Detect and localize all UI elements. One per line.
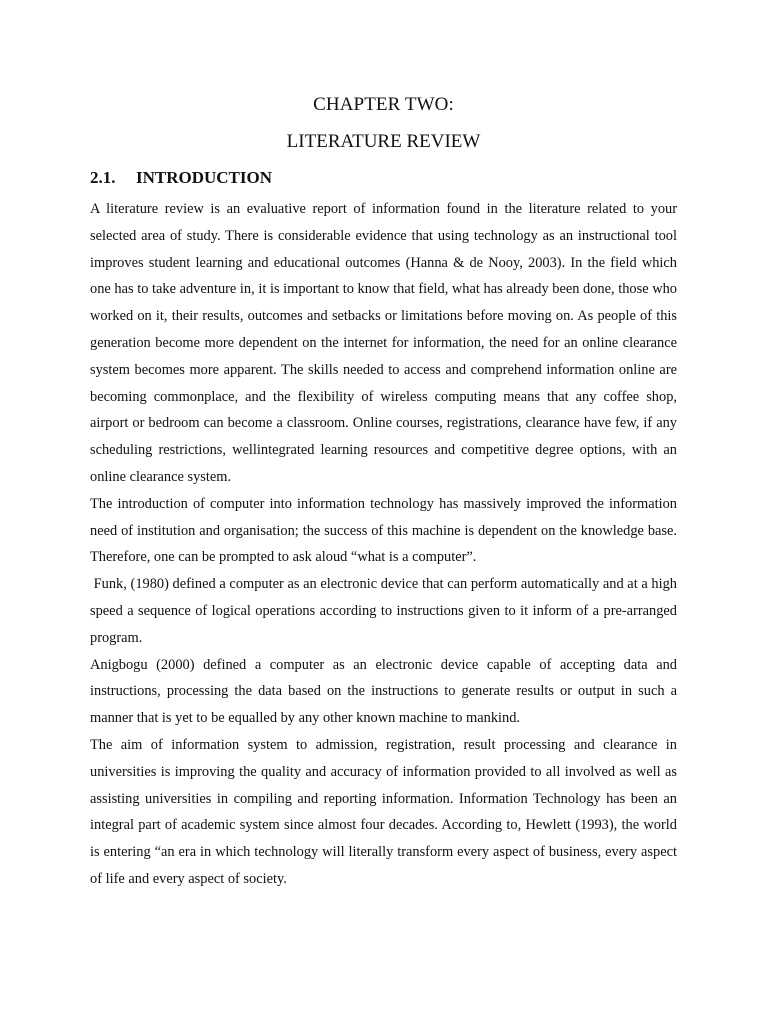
chapter-subtitle: LITERATURE REVIEW [286,131,481,152]
paragraph: Funk, (1980) defined a computer as an electronic device that can perform automatically and at a high speed a sequence of logical operations according to instructions given to it inform of a pre-arranged program. [90,576,677,646]
paragraph: Anigbogu (2000) defined a computer as an electronic device capable of accepting data and instructions, processing the data based on the instructions to generate results or output in such a manner that is yet to be equalled by any other known machine to mankind. [90,656,677,727]
section-title: INTRODUCTION [136,168,273,187]
section-number: 2.1. [90,168,116,187]
chapter-title: CHAPTER TWO: [313,94,454,115]
paragraph: The aim of information system to admission, registration, result processing and clearance in universities is improving the quality and accuracy of information provided to all involved as well as assisting universities in compiling and reporting information. Information Technology has been an integral part of academic system since almost four decades. According to, Hewlett (1993), the world is entering “an era in which technology will literally transform every aspect of business, every aspect of life and every aspect of society. [90,736,677,887]
paragraph: A literature review is an evaluative report of information found in the literature related to your selected area of study. There is considerable evidence that using technology as an instructional tool improves student learning and educational outcomes (Hanna & de Nooy, 2003). In the field which one has to take adventure in, it is important to know that field, what has already been done, those who worked on it, their results, outcomes and setbacks or limitations before moving on. As people of this generation become more dependent on the internet for information, the need for an online clearance system becomes more apparent. The skills needed to access and comprehend information online are becoming commonplace, and the flexibility of wireless computing means that any coffee shop, airport or bedroom can become a classroom. Online courses, registrations, clearance have few, if any scheduling restrictions, wellintegrated learning resources and competitive degree options, with an online clearance system. [90,201,677,485]
section-heading [90,167,677,189]
document-page [90,93,677,893]
paragraph: The introduction of computer into information technology has massively improved the information need of institution and organisation; the success of this machine is dependent on the knowledge base. Therefore, one can be prompted to ask aloud “what is a computer”. [90,495,677,566]
